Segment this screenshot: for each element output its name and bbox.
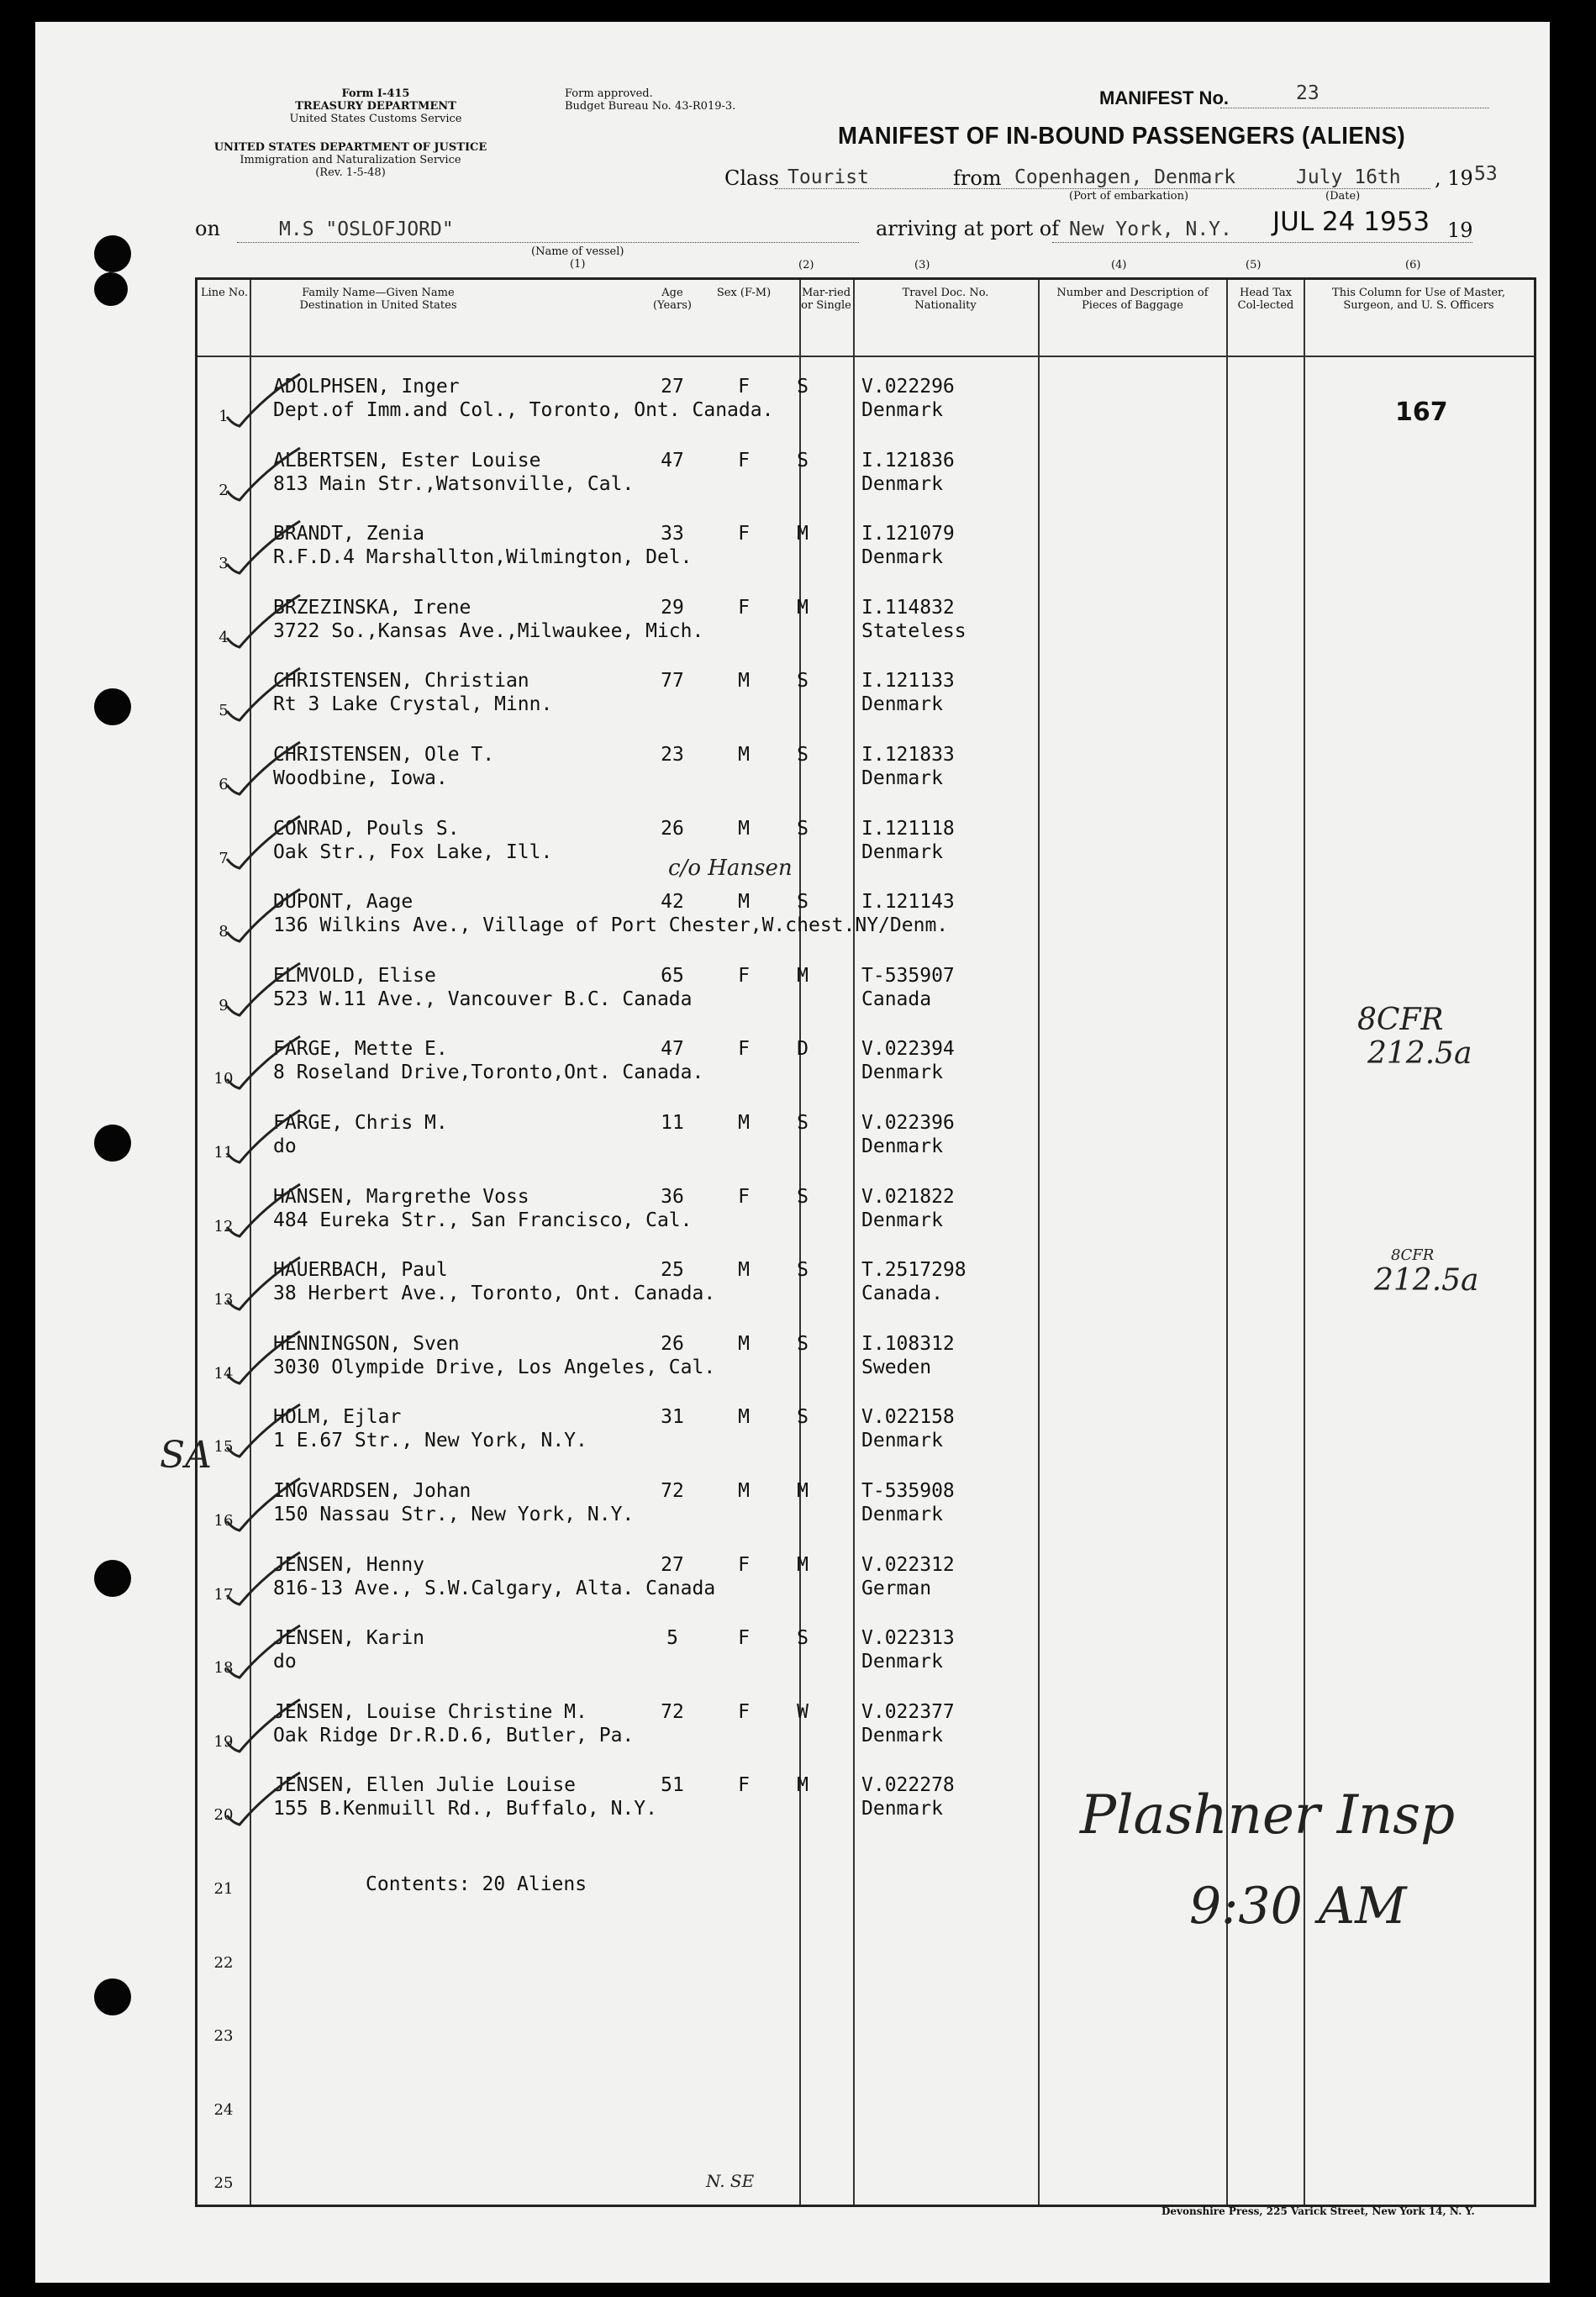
- passenger-marital: M: [797, 1553, 809, 1576]
- passenger-marital: S: [797, 449, 809, 472]
- passenger-nationality: Denmark: [861, 840, 943, 863]
- passenger-nationality: Denmark: [861, 1209, 943, 1231]
- col-name: Family Name—Given Name Destination in United States: [299, 287, 457, 312]
- arriving-label: arriving at port of: [876, 217, 1060, 240]
- travel-doc-number: V.022396: [861, 1112, 955, 1134]
- class-line: [775, 188, 1430, 189]
- table-row: [198, 438, 1534, 512]
- passenger-nationality: Denmark: [861, 1651, 943, 1673]
- row13-note-b: 212.5a: [1374, 1263, 1479, 1298]
- col-headtax: Head Tax Col-lected: [1237, 287, 1294, 312]
- printer-footer: Devonshire Press, 225 Varick Street, New York 14, N. Y.: [1161, 2205, 1475, 2217]
- passenger-marital: M: [797, 1480, 809, 1502]
- passenger-destination: Woodbine, Iowa.: [273, 767, 448, 789]
- passenger-sex: M: [738, 744, 750, 766]
- passenger-sex: F: [738, 1700, 750, 1723]
- class-label: Class: [724, 166, 779, 190]
- passenger-marital: D: [797, 1038, 809, 1061]
- punch-hole: [94, 688, 131, 725]
- line-number: 10: [213, 1070, 234, 1088]
- passenger-name: HANSEN, Margrethe Voss: [273, 1185, 529, 1208]
- table-row: [198, 1100, 1534, 1174]
- passenger-destination: R.F.D.4 Marshallton,Wilmington, Del.: [273, 546, 693, 569]
- travel-doc-number: I.121836: [861, 449, 955, 472]
- passenger-marital: S: [797, 670, 809, 693]
- year-value: 53: [1474, 163, 1498, 185]
- arrival-date-stamp: JUL 24 1953: [1272, 207, 1430, 237]
- table-row: [198, 732, 1534, 806]
- manifest-no-line: [1220, 108, 1489, 109]
- passenger-sex: M: [738, 1332, 750, 1355]
- passenger-marital: S: [797, 817, 809, 840]
- passenger-age: 5: [666, 1627, 678, 1650]
- treasury-dept: TREASURY DEPARTMENT: [295, 100, 456, 113]
- port-value: New York, N.Y.: [1069, 219, 1232, 240]
- checkmark-icon: [223, 886, 303, 945]
- col-baggage: Number and Description of Pieces of Baggage: [1056, 287, 1209, 312]
- colnum-4: (4): [1111, 259, 1127, 271]
- passenger-marital: S: [797, 376, 809, 398]
- col-age: Age (Years): [653, 287, 692, 312]
- row7-note: c/o Hansen: [668, 856, 793, 881]
- passenger-destination: do: [273, 1135, 297, 1157]
- passenger-nationality: Denmark: [861, 546, 943, 569]
- passenger-name: INGVARDSEN, Johan: [273, 1480, 471, 1502]
- manifest-title: MANIFEST OF IN-BOUND PASSENGERS (ALIENS): [838, 123, 1406, 150]
- passenger-sex: F: [738, 1553, 750, 1576]
- passenger-marital: M: [797, 1774, 809, 1797]
- checkmark-icon: [223, 665, 303, 724]
- line-number: 5: [219, 702, 229, 720]
- checkmark-icon: [223, 1769, 303, 1828]
- passenger-nationality: Denmark: [861, 693, 943, 716]
- table-row: [198, 1026, 1534, 1100]
- passenger-nationality: Denmark: [861, 472, 943, 495]
- vessel-value: M.S "OSLOFJORD": [279, 219, 454, 240]
- passenger-marital: S: [797, 1112, 809, 1134]
- colnum-3: (3): [914, 259, 930, 271]
- passenger-age: 31: [661, 1406, 684, 1429]
- ins-service: Immigration and Naturalization Service: [240, 154, 461, 166]
- passenger-name: JENSEN, Karin: [273, 1627, 425, 1650]
- line-number: 13: [213, 1291, 234, 1309]
- passenger-destination: 816-13 Ave., S.W.Calgary, Alta. Canada: [273, 1577, 716, 1599]
- line-number: 23: [213, 2027, 234, 2046]
- passenger-sex: F: [738, 1627, 750, 1650]
- line-number: 12: [213, 1217, 234, 1235]
- passenger-destination: Oak Ridge Dr.R.D.6, Butler, Pa.: [273, 1724, 635, 1746]
- passenger-sex: F: [738, 964, 750, 987]
- passenger-age: 36: [661, 1185, 684, 1208]
- passenger-marital: M: [797, 596, 809, 619]
- travel-doc-number: T-535908: [861, 1480, 955, 1502]
- travel-doc-number: I.108312: [861, 1332, 955, 1355]
- passenger-nationality: Canada.: [861, 1283, 943, 1305]
- passenger-age: 23: [661, 744, 684, 766]
- colnum-6: (6): [1405, 259, 1421, 271]
- passenger-marital: S: [797, 1332, 809, 1355]
- passenger-age: 42: [661, 891, 684, 914]
- passenger-destination: 150 Nassau Str., New York, N.Y.: [273, 1504, 635, 1525]
- row9-note-a: 8CFR: [1357, 1003, 1444, 1037]
- from-label: from: [953, 166, 1002, 190]
- passenger-sex: F: [738, 449, 750, 472]
- passenger-destination: 1 E.67 Str., New York, N.Y.: [273, 1430, 587, 1452]
- passenger-age: 47: [661, 1038, 684, 1061]
- passenger-age: 27: [661, 376, 684, 398]
- passenger-sex: F: [738, 1185, 750, 1208]
- passenger-destination: Oak Str., Fox Lake, Ill.: [273, 840, 553, 863]
- passenger-marital: W: [797, 1700, 809, 1723]
- passenger-age: 65: [661, 964, 684, 987]
- passenger-name: FARGE, Mette E.: [273, 1038, 448, 1061]
- passenger-age: 27: [661, 1553, 684, 1576]
- passenger-age: 25: [661, 1259, 684, 1282]
- line-number: 25: [213, 2174, 234, 2193]
- col-doc: Travel Doc. No. Nationality: [902, 287, 989, 312]
- passenger-age: 29: [661, 596, 684, 619]
- table-row: [198, 1394, 1534, 1468]
- table-row: [198, 511, 1534, 585]
- line-number: 9: [219, 996, 229, 1014]
- justice-dept: UNITED STATES DEPARTMENT OF JUSTICE: [213, 141, 487, 154]
- travel-doc-number: I.121079: [861, 523, 955, 545]
- passenger-sex: M: [738, 891, 750, 914]
- passenger-age: 33: [661, 523, 684, 545]
- date-value: July 16th: [1296, 166, 1401, 188]
- contents-total: Contents: 20 Aliens: [366, 1873, 587, 1895]
- line-number: 19: [213, 1732, 234, 1751]
- checkmark-icon: [223, 739, 303, 798]
- passenger-destination: 3722 So.,Kansas Ave.,Milwaukee, Mich.: [273, 619, 704, 642]
- passenger-marital: M: [797, 964, 809, 987]
- line-number: 20: [213, 1806, 234, 1825]
- passenger-sex: F: [738, 596, 750, 619]
- passenger-age: 26: [661, 1332, 684, 1355]
- port-line: [1052, 242, 1472, 243]
- passenger-name: CHRISTENSEN, Ole T.: [273, 744, 495, 766]
- table-row: [198, 953, 1534, 1027]
- travel-doc-number: V.022394: [861, 1038, 955, 1061]
- passenger-name: ELMVOLD, Elise: [273, 964, 436, 987]
- checkmark-icon: [223, 1033, 303, 1092]
- line-number: 16: [213, 1512, 234, 1530]
- passenger-sex: M: [738, 1480, 750, 1502]
- passenger-destination: 8 Roseland Drive,Toronto,Ont. Canada.: [273, 1062, 704, 1084]
- passenger-nationality: Stateless: [861, 619, 967, 642]
- officer-number: 167: [1395, 398, 1448, 427]
- line-number: 4: [219, 628, 229, 646]
- table-row: [198, 585, 1534, 659]
- travel-doc-number: V.022377: [861, 1700, 955, 1723]
- on-label: on: [195, 217, 220, 240]
- table-row: [198, 879, 1534, 953]
- checkmark-icon: [223, 1181, 303, 1240]
- table-row: [198, 1468, 1534, 1542]
- passenger-nationality: Denmark: [861, 1798, 943, 1820]
- passenger-destination: Rt 3 Lake Crystal, Minn.: [273, 693, 553, 716]
- passenger-sex: F: [738, 376, 750, 398]
- passenger-name: CHRISTENSEN, Christian: [273, 670, 529, 693]
- colnum-5: (5): [1246, 259, 1262, 271]
- line-number: 6: [219, 776, 229, 793]
- passenger-age: 51: [661, 1774, 684, 1797]
- travel-doc-number: V.022312: [861, 1553, 955, 1576]
- col-officers: This Column for Use of Master, Surgeon, and U. S. Officers: [1332, 287, 1505, 312]
- class-value: Tourist: [787, 166, 869, 188]
- table-row: [198, 1247, 1534, 1321]
- passenger-sex: F: [738, 1774, 750, 1797]
- table-row: [198, 806, 1534, 880]
- table-row: [198, 1174, 1534, 1248]
- checkmark-icon: [223, 1622, 303, 1681]
- passenger-marital: S: [797, 1185, 809, 1208]
- passenger-name: DUPONT, Aage: [273, 891, 413, 914]
- passenger-name: CONRAD, Pouls S.: [273, 817, 460, 840]
- col-line-no: Line No.: [200, 287, 249, 299]
- line-number: 17: [213, 1585, 234, 1604]
- margin-sa-note: SA: [160, 1434, 212, 1477]
- passenger-age: 72: [661, 1480, 684, 1502]
- passenger-nationality: Denmark: [861, 1430, 943, 1452]
- passenger-name: HOLM, Ejlar: [273, 1406, 402, 1429]
- travel-doc-number: V.021822: [861, 1185, 955, 1208]
- passenger-marital: S: [797, 1259, 809, 1282]
- travel-doc-number: I.121143: [861, 891, 955, 914]
- line-number: 15: [213, 1438, 234, 1457]
- punch-hole: [94, 1560, 131, 1597]
- travel-doc-number: T.2517298: [861, 1259, 967, 1282]
- passenger-destination: 155 B.Kenmuill Rd., Buffalo, N.Y.: [273, 1798, 657, 1820]
- line-number: 1: [219, 408, 229, 425]
- passenger-destination: Dept.of Imm.and Col., Toronto, Ont. Canada.: [273, 399, 774, 421]
- passenger-nationality: Sweden: [861, 1356, 932, 1378]
- passenger-name: HAUERBACH, Paul: [273, 1259, 448, 1282]
- header-rule: [198, 356, 1534, 357]
- line-number: 2: [219, 481, 229, 499]
- travel-doc-number: V.022158: [861, 1406, 955, 1429]
- passenger-destination: 3030 Olympide Drive, Los Angeles, Cal.: [273, 1356, 716, 1378]
- vessel-colnum: (1): [570, 258, 586, 271]
- passenger-sex: F: [738, 523, 750, 545]
- passenger-destination: 813 Main Str.,Watsonville, Cal.: [273, 472, 635, 495]
- col-sex: Sex (F-M): [716, 287, 772, 299]
- manifest-no-value: 23: [1296, 82, 1319, 104]
- passenger-sex: M: [738, 1259, 750, 1282]
- passenger-sex: M: [738, 1406, 750, 1429]
- punch-hole: [94, 1978, 131, 2015]
- travel-doc-number: V.022278: [861, 1774, 955, 1797]
- table-row: [198, 364, 1534, 438]
- checkmark-icon: [223, 960, 303, 1019]
- form-number: Form I-415: [341, 87, 410, 100]
- passenger-destination: do: [273, 1651, 297, 1673]
- checkmark-icon: [223, 592, 303, 651]
- passenger-nationality: Denmark: [861, 399, 943, 421]
- line-number: 24: [213, 2100, 234, 2119]
- passenger-name: FARGE, Chris M.: [273, 1112, 448, 1134]
- form-block: [279, 87, 472, 125]
- table-row: [198, 1542, 1534, 1616]
- line-number: 8: [219, 923, 229, 941]
- checkmark-icon: [223, 1328, 303, 1387]
- punch-hole: [94, 272, 128, 306]
- punch-hole: [94, 235, 131, 272]
- travel-doc-number: I.121118: [861, 817, 955, 840]
- budget-bureau: Budget Bureau No. 43-R019-3.: [565, 100, 736, 113]
- port-embark-caption: (Port of embarkation): [1069, 190, 1189, 203]
- from-value: Copenhagen, Denmark: [1014, 166, 1236, 188]
- table-row: [198, 1689, 1534, 1763]
- inspector-signature: Plashner Insp: [1080, 1784, 1456, 1847]
- passenger-nationality: Denmark: [861, 1504, 943, 1525]
- passenger-nationality: German: [861, 1577, 932, 1599]
- col-married: Mar-ried or Single: [801, 287, 851, 312]
- line-number: 22: [213, 1953, 234, 1972]
- table-row: [198, 1615, 1534, 1689]
- approval-block: [565, 87, 735, 113]
- colnum-2: (2): [798, 259, 814, 271]
- passenger-age: 26: [661, 817, 684, 840]
- passenger-sex: M: [738, 817, 750, 840]
- passenger-marital: S: [797, 1406, 809, 1429]
- passenger-age: 77: [661, 670, 684, 693]
- travel-doc-number: V.022296: [861, 376, 955, 398]
- passenger-name: BRANDT, Zenia: [273, 523, 425, 545]
- manifest-sheet: [35, 22, 1550, 2283]
- travel-doc-number: I.114832: [861, 596, 955, 619]
- justice-block: [187, 141, 514, 179]
- passenger-nationality: Canada: [861, 988, 932, 1010]
- passenger-marital: S: [797, 1627, 809, 1650]
- passenger-destination: 136 Wilkins Ave., Village of Port Chester,W.chest.NY/Denm.: [273, 914, 949, 937]
- vessel-caption-text: (Name of vessel): [531, 245, 624, 258]
- passenger-nationality: Denmark: [861, 1135, 943, 1157]
- manifest-no-label: MANIFEST No.: [1099, 87, 1229, 108]
- passenger-name: HENNINGSON, Sven: [273, 1332, 460, 1355]
- passenger-nationality: Denmark: [861, 767, 943, 789]
- table-row: [198, 658, 1534, 732]
- checkmark-icon: [223, 518, 303, 577]
- checkmark-icon: [223, 1549, 303, 1608]
- punch-hole: [94, 1125, 131, 1162]
- line-number: 7: [219, 849, 229, 867]
- passenger-destination: 523 W.11 Ave., Vancouver B.C. Canada: [273, 988, 693, 1010]
- passenger-name: ALBERTSEN, Ester Louise: [273, 449, 541, 472]
- line-number: 3: [219, 555, 229, 573]
- passenger-name: JENSEN, Louise Christine M.: [273, 1700, 587, 1723]
- row13-note-a: 8CFR: [1391, 1246, 1435, 1264]
- checkmark-icon: [223, 1401, 303, 1460]
- row9-note-b: 212.5a: [1367, 1036, 1472, 1071]
- vessel-line: [237, 242, 859, 243]
- checkmark-icon: [223, 813, 303, 872]
- passenger-nationality: Denmark: [861, 1062, 943, 1084]
- customs-service: United States Customs Service: [289, 113, 462, 125]
- passenger-destination: 484 Eureka Str., San Francisco, Cal.: [273, 1209, 693, 1231]
- year-suffix: 19: [1447, 219, 1473, 242]
- passenger-sex: M: [738, 1112, 750, 1134]
- year-prefix: , 19: [1435, 166, 1473, 190]
- passenger-name: JENSEN, Henny: [273, 1553, 425, 1576]
- travel-doc-number: I.121133: [861, 670, 955, 693]
- signature-time: 9:30 AM: [1189, 1877, 1407, 1936]
- checkmark-icon: [223, 1107, 303, 1166]
- checkmark-icon: [223, 1475, 303, 1534]
- checkmark-icon: [223, 445, 303, 503]
- passenger-sex: M: [738, 670, 750, 693]
- passenger-destination: 38 Herbert Ave., Toronto, Ont. Canada.: [273, 1283, 716, 1305]
- travel-doc-number: I.121833: [861, 744, 955, 766]
- line-number: 14: [213, 1364, 234, 1383]
- passenger-table: [195, 277, 1536, 2207]
- checkmark-icon: [223, 371, 303, 429]
- passenger-marital: M: [797, 523, 809, 545]
- checkmark-icon: [223, 1696, 303, 1755]
- passenger-marital: S: [797, 891, 809, 914]
- form-approved: Form approved.: [565, 87, 653, 100]
- form-revision: (Rev. 1-5-48): [315, 166, 386, 179]
- checkmark-icon: [223, 1254, 303, 1313]
- table-row: [198, 1321, 1534, 1395]
- passenger-name: BRZEZINSKA, Irene: [273, 596, 471, 619]
- passenger-age: 11: [661, 1112, 684, 1134]
- line-number: 21: [213, 1880, 234, 1898]
- date-caption: (Date): [1325, 190, 1361, 203]
- passenger-age: 47: [661, 449, 684, 472]
- travel-doc-number: V.022313: [861, 1627, 955, 1650]
- passenger-name: ADOLPHSEN, Inger: [273, 376, 460, 398]
- passenger-sex: F: [738, 1038, 750, 1061]
- passenger-age: 72: [661, 1700, 684, 1723]
- line-number: 11: [213, 1144, 234, 1162]
- line-number: 18: [213, 1659, 234, 1678]
- passenger-marital: S: [797, 744, 809, 766]
- vessel-caption: [531, 245, 624, 271]
- bottom-stamp: N. SE: [706, 2171, 755, 2191]
- travel-doc-number: T-535907: [861, 964, 955, 987]
- passenger-name: JENSEN, Ellen Julie Louise: [273, 1774, 577, 1797]
- passenger-nationality: Denmark: [861, 1724, 943, 1746]
